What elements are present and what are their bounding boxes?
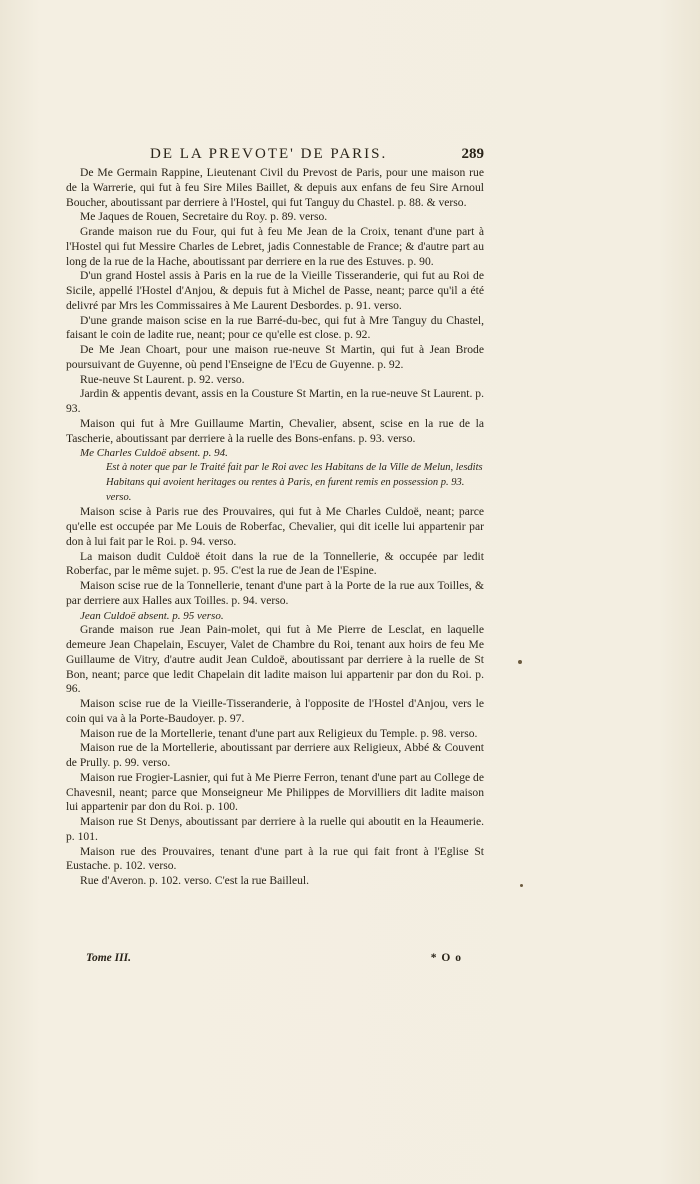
body-text <box>66 166 484 889</box>
paragraph: Maison scise rue de la Vieille-Tisseranderie, à l'opposite de l'Hostel d'Anjou, vers le coin qui va à la Porte-Baudoyer. p. 97. <box>66 697 484 725</box>
paragraph: Maison rue de la Mortellerie, tenant d'une part aux Religieux du Temple. p. 98. verso. <box>80 726 478 740</box>
page-footer <box>86 952 462 968</box>
paragraph: Jardin & appentis devant, assis en la Cousture St Martin, en la rue-neuve St Laurent. p. 93. <box>66 387 484 415</box>
paragraph: Maison rue Frogier-Lasnier, qui fut à Me Pierre Ferron, tenant d'une part au College de Chavesnil, neant; parce que Monseigneur Me Philippes de Morvilliers dit ladite maison lui appartenir par don du Roi. p. 100. <box>66 770 484 814</box>
paragraph: Me Jaques de Rouen, Secretaire du Roy. p. 89. verso. <box>80 210 328 224</box>
paragraph: D'une grande maison scise en la rue Barré-du-bec, qui fut à Mre Tanguy du Chastel, faisant le coin de ladite rue, neant; pour ce qu'elle est close. p. 92. <box>66 313 484 342</box>
paragraph: Maison scise à Paris rue des Prouvaires, qui fut à Me Charles Culdoë, neant; parce qu'elle est occupée par Me Louis de Roberfac, Chevalier, qui dit icelle lui appartenir par don à lui fait par le Roi. p. 94. verso. <box>66 505 484 548</box>
paragraph: Maison rue St Denys, aboutissant par derriere à la ruelle qui aboutit en la Heaumerie. p. 101. <box>66 815 484 843</box>
page-number: 289 <box>461 146 484 162</box>
signature-mark: * O o <box>430 952 462 964</box>
paragraph: Maison qui fut à Mre Guillaume Martin, Chevalier, absent, scise en la rue de la Tascherie, aboutissant par derriere à la ruelle des Bons-enfans. p. 93. verso. <box>66 416 484 445</box>
paragraph: Grande maison rue du Four, qui fut à feu Me Jean de la Croix, tenant d'une part à l'Hostel qui fut Messire Charles de Lebret, jadis Connestable de France; & d'autre part au long de la rue de la Hache, aboutissant par derriere en la rue des Estuves. p. 90. <box>66 225 484 268</box>
paragraph: Rue d'Averon. p. 102. verso. C'est la rue Bailleul. <box>80 874 310 887</box>
paragraph: D'un grand Hostel assis à Paris en la rue de la Vieille Tisseranderie, qui fut au Roi de Sicile, appellé l'Hostel d'Anjou, & depuis fut à Michel de Passe, neant; parce qu'il a été delivré par Mrs les Commissaires à Me Laurent Desbordes. p. 91. verso. <box>66 269 484 312</box>
paragraph: Maison scise rue de la Tonnellerie, tenant d'une part à la Porte de la rue aux Toilles, & par derriere aux Halles aux Toilles. p. 94. verso. <box>66 579 484 607</box>
paragraph: Rue-neuve St Laurent. p. 92. verso. <box>80 372 245 386</box>
paragraph: Grande maison rue Jean Pain-molet, qui fut à Me Pierre de Lesclat, en laquelle demeure Jean Chapelain, Escuyer, Valet de Chambre du Roi, tenant aux hoirs de feu Me Guillaume de Vitry, d'autre audit Jean Culdoë, aboutissant par derriere à la ruelle de St Bon, neant; parce que ledit Chapelain dit ladite maison lui appartenir par don du Roi. p. 96. <box>66 623 484 696</box>
ink-spot <box>520 884 523 887</box>
marginal-note: Me Charles Culdoë absent. p. 94. <box>80 447 228 460</box>
marginal-note: Est à noter que par le Traité fait par le Roi avec les Habitans de la Ville de Melun, lesdits Habitans qui avoient heritages ou rentes à Paris, en furent remis en possession p. 93. verso. <box>106 462 483 503</box>
paragraph: La maison dudit Culdoë étoit dans la rue de la Tonnellerie, & occupée par ledit Roberfac, par le même sujet. p. 95. C'est la rue de Jean de l'Espine. <box>66 549 484 578</box>
volume-label: Tome III. <box>86 952 131 964</box>
paragraph: De Me Jean Choart, pour une maison rue-neuve St Martin, qui fut à Jean Brode poursuivant de Guyenne, où pend l'Enseigne de l'Ecu de Guyenne. p. 92. <box>66 343 484 371</box>
marginal-note: Jean Culdoë absent. p. 95 verso. <box>80 609 224 622</box>
page-header <box>60 146 484 166</box>
paragraph: Maison rue de la Mortellerie, aboutissant par derriere aux Religieux, Abbé & Couvent de Prully. p. 99. verso. <box>66 741 484 769</box>
running-title: DE LA PREVOTE' DE PARIS. <box>150 146 388 162</box>
ink-spot <box>518 660 522 664</box>
paragraph: De Me Germain Rappine, Lieutenant Civil du Prevost de Paris, pour une maison rue de la Warrerie, qui fut à feu Sire Miles Baillet, & depuis aux enfans de feu Sire Arnoul Boucher, aboutissant par derriere à l'Hostel, qui fut Tanguy du Chastel. p. 88. & verso. <box>66 166 484 209</box>
paragraph: Maison rue des Prouvaires, tenant d'une part à la rue qui fait front à l'Eglise St Eustache. p. 102. verso. <box>66 844 484 873</box>
